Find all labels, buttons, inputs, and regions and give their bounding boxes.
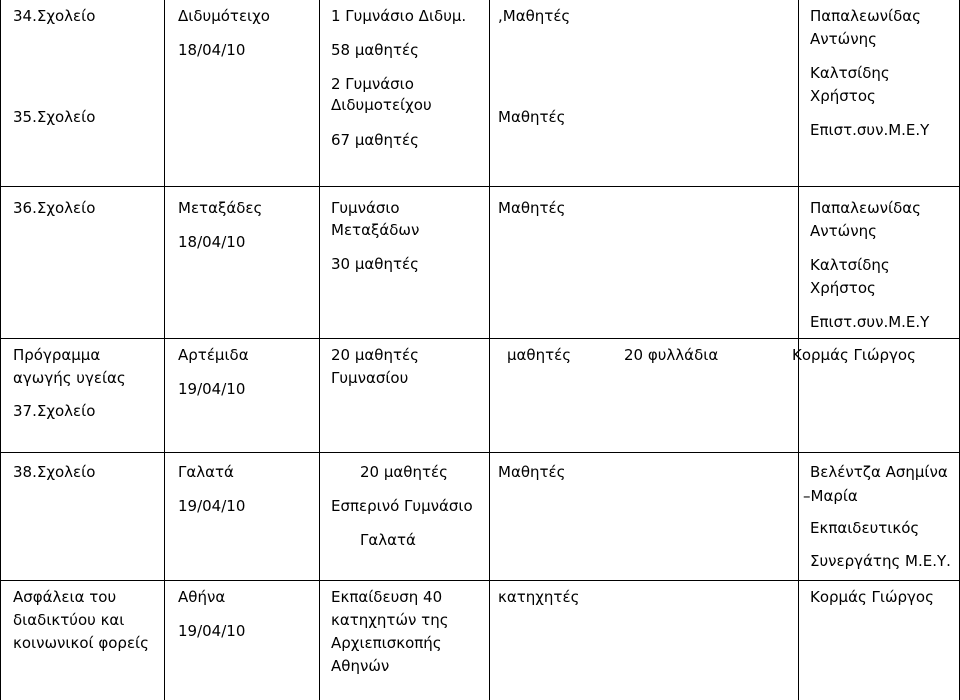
column-border — [0, 0, 1, 700]
cell-text: Εκπαίδευση 40 — [331, 588, 443, 606]
cell-text: Πρόγραμμα — [13, 346, 101, 364]
cell-text: 30 μαθητές — [331, 255, 419, 273]
cell-text: Εκπαιδευτικός — [810, 519, 920, 537]
cell-text: 2 Γυμνάσιο — [331, 75, 414, 93]
cell-text: 35.Σχολείο — [13, 108, 96, 126]
cell-date: 19/04/10 — [178, 497, 246, 515]
cell-text: Μαθητές — [498, 463, 566, 481]
cell-text: Αρτέμιδα — [178, 346, 249, 364]
row-border — [0, 338, 960, 339]
cell-text: Παπαλεωνίδας — [810, 7, 921, 25]
cell-text: 20 φυλλάδια — [624, 346, 719, 364]
cell-text: Γυμνασίου — [331, 369, 409, 387]
cell-text: 34.Σχολείο — [13, 7, 96, 25]
cell-text: Γυμνάσιο — [331, 199, 400, 217]
cell-text: ,Μαθητές — [498, 7, 571, 25]
cell-text: Αντώνης — [810, 222, 877, 240]
cell-text: 20 μαθητές — [360, 463, 448, 481]
cell-text: 38.Σχολείο — [13, 463, 96, 481]
cell-text: Γαλατά — [360, 531, 416, 549]
row-border — [0, 186, 960, 187]
cell-text: Αθηνών — [331, 657, 390, 675]
cell-text: 37.Σχολείο — [13, 402, 96, 420]
cell-text: Διδυμοτείχου — [331, 96, 432, 114]
cell-text: 67 μαθητές — [331, 131, 419, 149]
cell-text: Επιστ.συν.Μ.Ε.Υ — [810, 121, 930, 139]
cell-text: Ασφάλεια του — [13, 588, 117, 606]
row-border — [0, 580, 960, 581]
cell-text: Παπαλεωνίδας — [810, 199, 921, 217]
cell-text: κοινωνικοί φορείς — [13, 634, 149, 652]
cell-text: Επιστ.συν.Μ.Ε.Υ — [810, 313, 930, 331]
cell-text: 1 Γυμνάσιο Διδυμ. — [331, 7, 467, 25]
cell-text: Αθήνα — [178, 588, 226, 606]
cell-text: Χρήστος — [810, 279, 876, 297]
cell-text: Μαθητές — [498, 108, 566, 126]
cell-date: 18/04/10 — [178, 41, 246, 59]
cell-text: Αρχιεπισκοπής — [331, 634, 442, 652]
cell-text: Εσπερινό Γυμνάσιο — [331, 497, 473, 515]
cell-text: 20 μαθητές — [331, 346, 419, 364]
cell-text: Μεταξάδες — [178, 199, 263, 217]
cell-text: Αντώνης — [810, 30, 877, 48]
cell-date: 19/04/10 — [178, 622, 246, 640]
column-border — [319, 0, 320, 700]
cell-text: Συνεργάτης Μ.Ε.Υ. — [810, 552, 951, 570]
cell-text: Μεταξάδων — [331, 221, 420, 239]
cell-text: κατηχητών της — [331, 611, 449, 629]
cell-text: 58 μαθητές — [331, 41, 419, 59]
cell-text: Κορμάς Γιώργος — [792, 346, 916, 364]
column-border — [164, 0, 165, 700]
cell-date: 18/04/10 — [178, 233, 246, 251]
cell-text: κατηχητές — [498, 588, 580, 606]
cell-text: αγωγής υγείας — [13, 369, 126, 387]
cell-text: 36.Σχολείο — [13, 199, 96, 217]
cell-text: Μαθητές — [498, 199, 566, 217]
row-border — [0, 452, 960, 453]
cell-text: Κορμάς Γιώργος — [810, 588, 934, 606]
cell-text: Χρήστος — [810, 87, 876, 105]
cell-text: διαδικτύου και — [13, 611, 125, 629]
cell-text: Καλτσίδης — [810, 256, 890, 274]
column-border — [489, 0, 490, 700]
cell-text: μαθητές — [507, 346, 572, 364]
cell-date: 19/04/10 — [178, 380, 246, 398]
cell-text: Καλτσίδης — [810, 64, 890, 82]
cell-text: Γαλατά — [178, 463, 234, 481]
cell-text: –Μαρία — [803, 487, 858, 505]
cell-text: Βελέντζα Ασημίνα — [810, 463, 948, 481]
cell-text: Διδυμότειχο — [178, 7, 270, 25]
